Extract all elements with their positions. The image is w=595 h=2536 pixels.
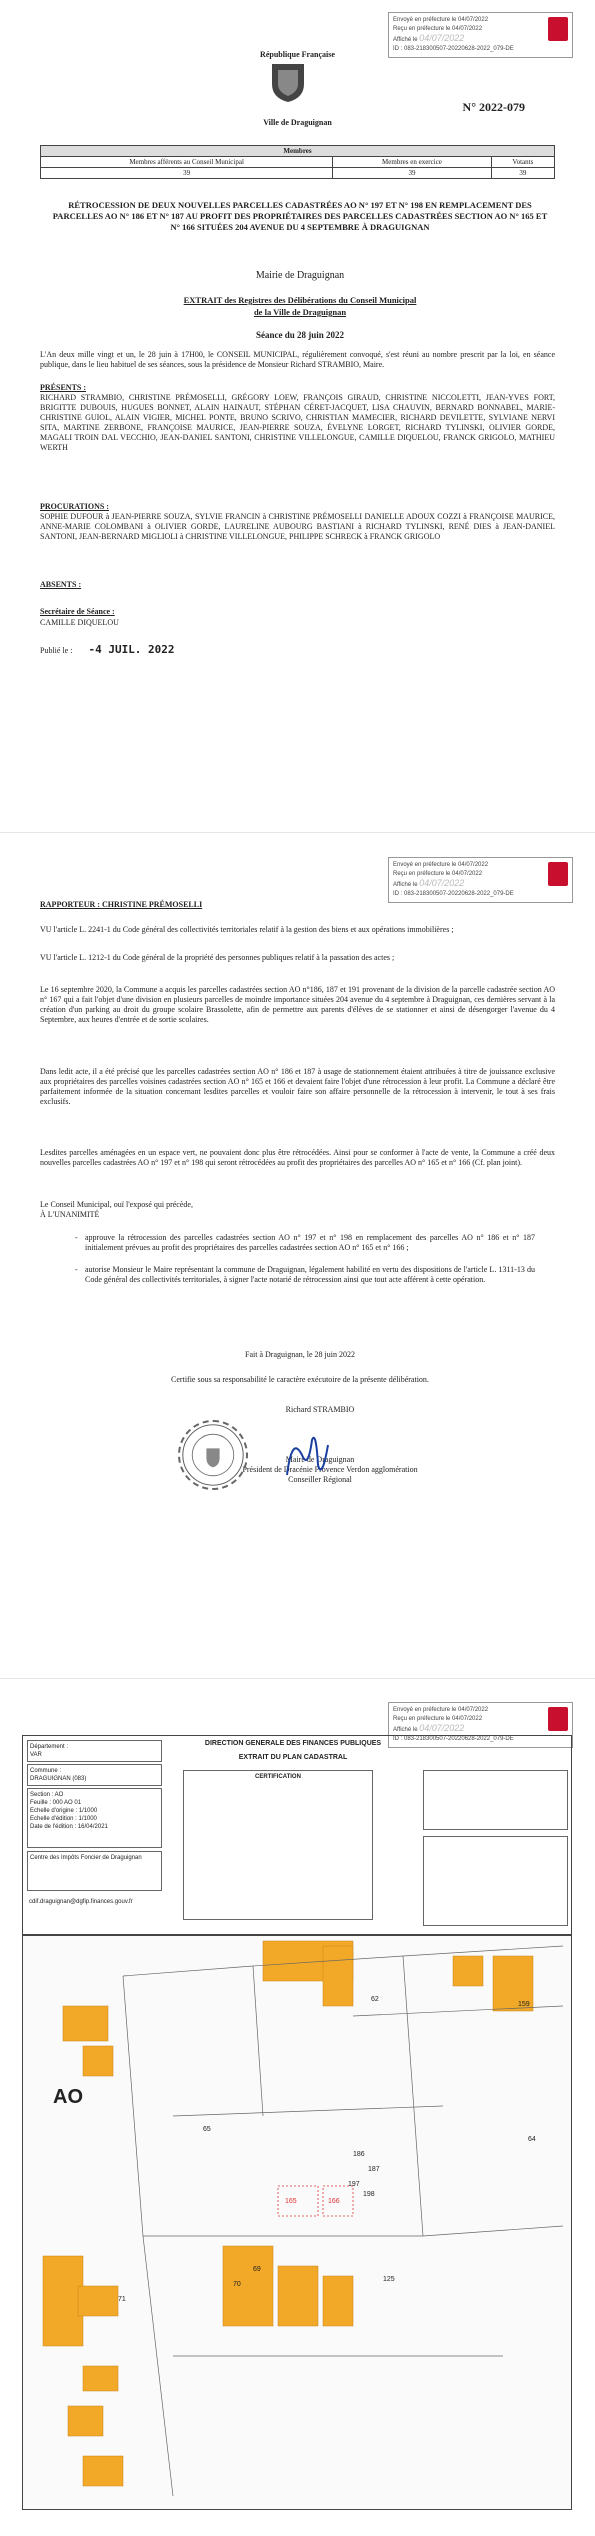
publie-date: -4 JUIL. 2022 [88, 643, 175, 656]
cadastre-echelle: Echelle d'origine : 1/1000 [30, 1808, 98, 1814]
unanimite-label: À L'UNANIMITÉ [40, 1210, 100, 1219]
mairie-label: Mairie de Draguignan [255, 270, 345, 281]
cadastre-feuille: Feuille : 000 AO 01 [30, 1800, 82, 1806]
membres-val-votants: 39 [491, 168, 554, 179]
signatory-name: Richard STRAMBIO [285, 1405, 355, 1414]
town-emblem-icon [268, 58, 308, 104]
stamp-line-received: Reçu en préfecture le 04/07/2022 [393, 871, 483, 877]
secretaire-name: CAMILLE DIQUELOU [40, 618, 119, 627]
cadastre-map-drawing [23, 1936, 572, 2510]
stamp-posted-label: Affiché le [393, 882, 418, 888]
deliberation-title: RÉTROCESSION DE DEUX NOUVELLES PARCELLES CADASTRÉES AO N° 197 ET N° 198 EN REMPLACEMENT DES PARCELLES AO N° 186 ET N° 187 AU PROFIT DES PROPRIÉTAIRES DES PARCELLES CADASTRÉES SECTION AO N° 165 ET N° 166 SITUÉES 204 AVENUE DU 4 SEPTEMBRE À DRAGUIGNAN [52, 200, 548, 232]
stamp-line-received: Reçu en préfecture le 04/07/2022 [393, 26, 483, 32]
presents-list: RICHARD STRAMBIO, CHRISTINE PRÉMOSELLI, GRÉGORY LOEW, FRANÇOIS GIRAUD, CHRISTINE NICCOLETTI, JEAN-YVES FORT, BRIGITTE DUBOUIS, HUGUES BONNET, ALAIN HAINAUT, STÉPHAN CÉRET-JACQUET, LISA CHAUVIN, BERNARD BONNABEL, MARIE-CHRISTINE GUIOL, ALAIN VIGIER, MICHEL PONTE, BRUNO SCRIVO, CHRISTIAN MAMECIER, RICHARD DEVILETTE, SYLVIANE NERVI SITA, MARTINE ZERBONE, FRANÇOISE MAURICE, JEAN-PIERRE SOUZA, ÉVELYNE LORGET, RICHARD TYLINSKI, OLIVIER GORDE, MAGALI TROIN DAL VECCHIO, JEAN-DANIEL SANTONI, CHRISTINE VILLELONGUE, CAMILLE DIQUELOU, FRANCK GRIGOLO, MATHIEU WERTH [40, 393, 555, 452]
parcel-198: 198 [363, 2191, 375, 2198]
parcel-186: 186 [353, 2151, 365, 2158]
parcel-166: 166 [328, 2198, 340, 2205]
cadastre-dept-box [27, 1740, 162, 1762]
parcel-159: 159 [518, 2001, 530, 2008]
secretaire-label: Secrétaire de Séance : [40, 607, 115, 616]
cadastre-dept-label: Département : [30, 1744, 69, 1750]
membres-val-afferents: 39 [41, 168, 333, 179]
page-separator-2 [0, 1678, 595, 1679]
slo-logo-icon [548, 862, 568, 886]
parcel-197: 197 [348, 2181, 360, 2188]
cadastre-section-box [27, 1788, 162, 1848]
page-1 [0, 0, 595, 830]
stamp-posted-date: 04/07/2022 [419, 33, 465, 43]
cadastre-plan-title: EXTRAIT DU PLAN CADASTRAL [238, 1754, 348, 1761]
stamp-posted-label: Affiché le [393, 37, 418, 43]
rapporteur-label: RAPPORTEUR : CHRISTINE PRÉMOSELLI [40, 900, 203, 909]
cadastre-certification-box [183, 1770, 373, 1920]
signatory-role-2: Président de Dracénie Provence Verdon agglomération [242, 1465, 418, 1474]
fait-line: Fait à Draguignan, le 28 juin 2022 [245, 1350, 355, 1359]
membres-table [40, 145, 555, 179]
body-paragraph-3: Lesdites parcelles aménagées en un espace vert, ne pouvaient donc plus être rétrocédées. Ainsi pour se conformer à l'acte de vente, la Commune a créé deux nouvelles parcelles cadastrées AO n° 197 et n° 198 qui seront rétrocédées au profit des propriétaires des parcelles AO n° 165 et n° 166 (Cf. plan joint). [40, 1148, 555, 1167]
signatory-role-1: Maire de Draguignan [285, 1455, 355, 1464]
cadastre-commune-label: Commune : [30, 1768, 62, 1774]
cadastre-section-ao: AO [53, 2086, 83, 2108]
slo-logo-icon [548, 1707, 568, 1731]
cadastre-header [22, 1735, 572, 1935]
certifie-line: Certifie sous sa responsabilité le caractère exécutoire de la présente délibération. [171, 1375, 429, 1384]
cadastre-centre-box [27, 1851, 162, 1891]
membres-col-votants: Votants [491, 157, 554, 168]
cadastre-stamp-box [423, 1836, 568, 1926]
cadastre-email-box [27, 1896, 162, 1910]
publie-label: Publié le : [40, 646, 73, 655]
stamp-posted-label: Affiché le [393, 1727, 418, 1733]
deliberation-number: N° 2022-079 [462, 100, 525, 114]
country-label: République Française [260, 50, 335, 59]
parcel-70: 70 [233, 2281, 241, 2288]
parcel-187: 187 [368, 2166, 380, 2173]
cadastre-email: cdif.draguignan@dgfip.finances.gouv.fr [29, 1899, 133, 1905]
stamp-line-sent: Envoyé en préfecture le 04/07/2022 [393, 17, 489, 23]
absents-label: ABSENTS : [40, 580, 82, 589]
seance-date: Séance du 28 juin 2022 [255, 330, 344, 340]
stamp-line-sent: Envoyé en préfecture le 04/07/2022 [393, 862, 489, 868]
parcel-125: 125 [383, 2276, 395, 2283]
cadastre-centre: Centre des Impôts Foncier de Draguignan [30, 1855, 142, 1861]
decision-list [85, 1233, 535, 1297]
procurations-label: PROCURATIONS : [40, 502, 109, 511]
membres-col-exercice: Membres en exercice [333, 157, 492, 168]
stamp-line-posted [393, 1724, 568, 1735]
publie-row [40, 645, 240, 656]
slo-logo-icon [548, 17, 568, 41]
extrait-line-2: de la Ville de Draguignan [253, 307, 347, 317]
cadastre-info-box [423, 1770, 568, 1830]
stamp-line-id: ID : 083-218300507-20220628-2022_079-DE [393, 891, 514, 897]
cadastre-map [22, 1935, 572, 2510]
cadastre-echelle-edition: Echelle d'édition : 1/1000 [30, 1816, 97, 1822]
stamp-line-posted [393, 34, 568, 45]
membres-col-afferents: Membres afférents au Conseil Municipal [41, 157, 333, 168]
cadastre-dept: VAR [30, 1752, 42, 1758]
membres-title: Membres [41, 146, 555, 157]
presents-label: PRÉSENTS : [40, 383, 87, 392]
town-seal-icon [178, 1420, 248, 1490]
vu-paragraph-1: VU l'article L. 2241-1 du Code général des collectivités territoriales relatif à la gestion des biens et aux opérations immobilières ; [40, 925, 454, 934]
stamp-line-posted [393, 879, 568, 890]
parcel-64: 64 [528, 2136, 536, 2143]
cadastre-dgfip: DIRECTION GENERALE DES FINANCES PUBLIQUES [204, 1740, 382, 1747]
body-paragraph-4: Le Conseil Municipal, ouï l'exposé qui précède, [40, 1200, 193, 1209]
body-paragraph-1: Le 16 septembre 2020, la Commune a acquis les parcelles cadastrées section AO n°186, 187 et 191 provenant de la division de la parcelle cadastrée section AO n° 167 qui a fait l'objet d'une division en plusieurs parcelles de moindre importance situées 204 avenue du 4 septembre à Draguignan, ces dernières servant à la création d'un parking au droit du groupe scolaire Brassolette, afin de permettre aux parents d'élèves de se stationner et ainsi de désengorger l'avenue du 4 Septembre, aux heures d'entrée et de sortie scolaires. [40, 985, 555, 1024]
parcel-71: 71 [118, 2296, 126, 2303]
signature-icon [282, 1425, 332, 1485]
signatory-role-3: Conseiller Régional [288, 1475, 352, 1484]
cadastre-section: Section : AO [30, 1792, 64, 1798]
prefecture-stamp-2 [388, 857, 573, 903]
decision-authorize: - autorise Monsieur le Maire représentant la commune de Draguignan, légalement habilité en vertu des dispositions de l'article L. 1311-13 du Code général des collectivités territoriales, à signer l'acte notarié de rétrocession ainsi que tout acte afférent à cette opération. [85, 1265, 535, 1285]
decision-approve: - approuve la rétrocession des parcelles cadastrées section AO n° 197 et n° 198 en remplacement des parcelles AO n° 186 et n° 187 initialement prévues au profit des propriétaires des parcelles cadastrées section AO n° 165 et n° 166 ; [85, 1233, 535, 1253]
town-label: Ville de Draguignan [263, 118, 332, 127]
cadastre-commune: DRAGUIGNAN (083) [30, 1776, 87, 1782]
stamp-line-sent: Envoyé en préfecture le 04/07/2022 [393, 1707, 489, 1713]
vu-paragraph-2: VU l'article L. 1212-1 du Code général de la propriété des personnes publiques relatif à la passation des actes ; [40, 953, 395, 962]
stamp-line-received: Reçu en préfecture le 04/07/2022 [393, 1716, 483, 1722]
body-paragraph-2: Dans ledit acte, il a été précisé que les parcelles cadastrées section AO n° 186 et 187 à usage de stationnement étaient attribuées à titre de jouissance exclusive aux propriétaires des parcelles voisines cadastrées section AO n° 165 et 166 et devaient faire l'objet d'une rétrocession à leur profit. La Commune a déclaré être parfaitement informée de la situation concernant lesdites parcelles et vouloir faire son affaire personnelle de la rétrocession à intervenir, le tout à ses frais exclusifs. [40, 1067, 555, 1106]
stamp-line-id: ID : 083-218300507-20220628-2022_079-DE [393, 46, 514, 52]
page-separator-1 [0, 832, 595, 833]
parcel-65: 65 [203, 2126, 211, 2133]
procurations-list: SOPHIE DUFOUR à JEAN-PIERRE SOUZA, SYLVIE FRANCIN à CHRISTINE PRÉMOSELLI DANIELLE ADOUX COZZI à FRANÇOISE MAURICE, ANNE-MARIE COLOMBANI à OLIVIER GORDE, LAURELINE AUBOURG BASTIANI à RICHARD TYLINSKI, RENÉ DIES à JEAN-DANIEL SANTONI, JEAN-BERNARD MIGLIOLI à CHRISTINE VILLELONGUE, PHILIPPE SCHRECK à FRANCK GRIGOLO [40, 512, 555, 541]
parcel-165: 165 [285, 2198, 297, 2205]
page-2 [0, 845, 595, 1675]
parcel-62: 62 [371, 1996, 379, 2003]
stamp-posted-date: 04/07/2022 [419, 878, 465, 888]
parcel-69: 69 [253, 2266, 261, 2273]
cadastre-commune-box [27, 1764, 162, 1786]
stamp-posted-date: 04/07/2022 [419, 1723, 465, 1733]
cadastre-certif: CERTIFICATION [255, 1774, 301, 1780]
intro-paragraph: L'An deux mille vingt et un, le 28 juin à 17H00, le CONSEIL MUNICIPAL, régulièrement convoqué, s'est réuni au nombre prescrit par la loi, en séance publique, dans le lieu habituel de ses séances, sous la présidence de Monsieur Richard STRAMBIO, Maire. [40, 350, 555, 369]
cadastre-date: Date de l'édition : 16/04/2021 [30, 1824, 108, 1830]
membres-val-exercice: 39 [333, 168, 492, 179]
stamp-line-id: ID : 083-218300507-20220628-2022_079-DE [393, 1736, 514, 1742]
extrait-line-1: EXTRAIT des Registres des Délibérations du Conseil Municipal [183, 295, 417, 305]
